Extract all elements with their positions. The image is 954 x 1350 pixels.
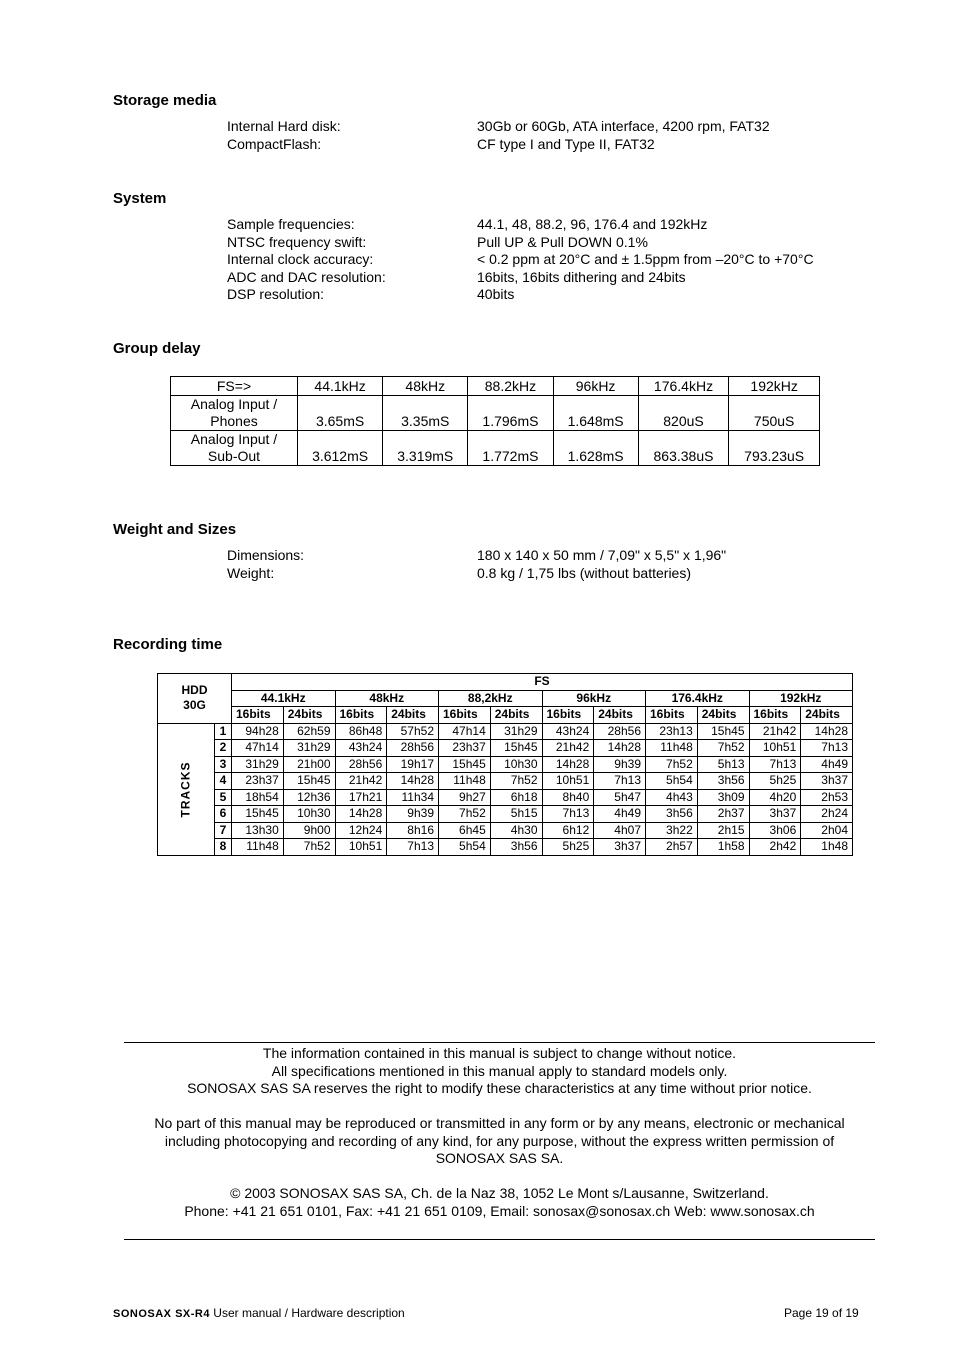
table-cell: 7h13	[749, 756, 801, 773]
table-row	[158, 822, 853, 839]
fs-header: FS	[232, 674, 853, 691]
header-cell: FS=>	[171, 377, 298, 396]
group-delay-table	[170, 376, 820, 466]
spec-label: CompactFlash:	[227, 135, 322, 152]
table-cell: 5h47	[594, 789, 646, 806]
system-heading: System	[113, 190, 167, 207]
divider	[124, 1239, 875, 1240]
table-cell: 7h13	[542, 806, 594, 823]
track-number: 1	[215, 723, 232, 740]
table-cell: 14h28	[801, 723, 853, 740]
weight-specs	[227, 547, 867, 582]
freq-header: 88,2kHz	[439, 690, 543, 707]
table-cell: 7h13	[594, 773, 646, 790]
table-cell: 6h45	[439, 822, 491, 839]
table-cell: 2h24	[801, 806, 853, 823]
table-cell: 5h15	[490, 806, 542, 823]
table-cell: 3h37	[749, 806, 801, 823]
table-cell: 28h56	[594, 723, 646, 740]
spec-label: DSP resolution:	[227, 286, 325, 302]
row-label-line: Analog Input /	[190, 396, 278, 412]
table-cell: 7h13	[801, 740, 853, 757]
table-cell: 10h51	[542, 773, 594, 790]
spec-label: ADC and DAC resolution:	[227, 268, 386, 285]
table-cell: 4h43	[646, 789, 698, 806]
table-row	[158, 723, 853, 740]
notice-line: The information contained in this manual is subject to change without notice.	[262, 1045, 737, 1061]
notice-line: SONOSAX SAS SA.	[435, 1150, 564, 1166]
table-cell: 11h48	[439, 773, 491, 790]
table-cell: 10h30	[490, 756, 542, 773]
table-row	[171, 431, 820, 466]
table-cell: 15h45	[490, 740, 542, 757]
freq-header: 96kHz	[542, 690, 646, 707]
table-cell: 11h34	[387, 789, 439, 806]
table-cell: 750uS	[729, 396, 820, 431]
doc-title: User manual / Hardware description	[209, 1306, 405, 1320]
table-cell: 7h52	[490, 773, 542, 790]
table-cell: 3.35mS	[383, 396, 468, 431]
table-cell: 863.38uS	[638, 431, 729, 466]
table-cell: 12h24	[335, 822, 387, 839]
table-cell: 23h13	[646, 723, 698, 740]
header-cell: 96kHz	[553, 377, 638, 396]
table-cell: 15h45	[283, 773, 335, 790]
tracks-label-cell	[158, 723, 215, 855]
table-header-row	[158, 690, 853, 707]
table-cell: 5h54	[646, 773, 698, 790]
table-cell: 9h27	[439, 789, 491, 806]
track-number: 5	[215, 789, 232, 806]
track-number: 3	[215, 756, 232, 773]
table-cell: 3h56	[646, 806, 698, 823]
table-cell: 21h42	[335, 773, 387, 790]
table-cell: 3.65mS	[298, 396, 383, 431]
spec-value: 16bits, 16bits dithering and 24bits	[477, 268, 686, 285]
table-cell: 3h56	[697, 773, 749, 790]
table-cell: 5h13	[697, 756, 749, 773]
table-cell: 57h52	[387, 723, 439, 740]
table-header-row	[171, 377, 820, 396]
table-cell: 2h57	[646, 839, 698, 856]
table-header-row	[158, 707, 853, 724]
spec-row	[227, 118, 867, 136]
table-cell: 3.612mS	[298, 431, 383, 466]
header-cell: 48kHz	[383, 377, 468, 396]
table-cell: 10h51	[335, 839, 387, 856]
table-cell: 17h21	[335, 789, 387, 806]
table-cell: 6h12	[542, 822, 594, 839]
table-cell: 8h40	[542, 789, 594, 806]
table-cell: 3.319mS	[383, 431, 468, 466]
table-row	[158, 740, 853, 757]
row-label-line: Phones	[210, 413, 258, 429]
spec-label: Internal clock accuracy:	[227, 251, 374, 267]
track-number: 7	[215, 822, 232, 839]
table-cell: 19h17	[387, 756, 439, 773]
bits-header: 16bits	[749, 707, 801, 724]
table-cell: 11h48	[232, 839, 284, 856]
table-row	[158, 839, 853, 856]
notice-line: including photocopying and recording of any kind, for any purpose, without the express written permission of	[164, 1132, 835, 1149]
table-row	[158, 773, 853, 790]
table-cell: 2h53	[801, 789, 853, 806]
divider	[124, 1042, 875, 1043]
table-cell: 62h59	[283, 723, 335, 740]
row-label-line: Sub-Out	[207, 448, 261, 464]
header-cell: 44.1kHz	[298, 377, 383, 396]
table-cell: 14h28	[387, 773, 439, 790]
table-cell: 5h25	[749, 773, 801, 790]
table-cell: 28h56	[335, 756, 387, 773]
row-label-line: Analog Input /	[190, 431, 278, 447]
system-specs	[227, 216, 867, 304]
table-cell: 9h00	[283, 822, 335, 839]
spec-value: 44.1, 48, 88.2, 96, 176.4 and 192kHz	[477, 216, 708, 232]
freq-header: 48kHz	[335, 690, 439, 707]
table-cell: 12h36	[283, 789, 335, 806]
row-label	[171, 431, 298, 466]
table-cell: 3h06	[749, 822, 801, 839]
table-cell: 86h48	[335, 723, 387, 740]
table-cell: 14h28	[335, 806, 387, 823]
track-number: 8	[215, 839, 232, 856]
table-cell: 47h14	[439, 723, 491, 740]
spec-label: Sample frequencies:	[227, 216, 355, 232]
table-cell: 7h52	[697, 740, 749, 757]
notice-line: SONOSAX SAS SA reserves the right to modify these characteristics at any time without prior notice.	[187, 1080, 812, 1096]
table-cell: 4h07	[594, 822, 646, 839]
recording-time-table	[157, 673, 853, 856]
table-cell: 820uS	[638, 396, 729, 431]
table-cell: 4h49	[801, 756, 853, 773]
freq-header: 176.4kHz	[646, 690, 750, 707]
table-row	[158, 806, 853, 823]
table-cell: 28h56	[387, 740, 439, 757]
bits-header: 16bits	[335, 707, 387, 724]
notice-block	[124, 1045, 875, 1220]
spec-value: 40bits	[477, 286, 515, 302]
notice-line: © 2003 SONOSAX SAS SA, Ch. de la Naz 38, 1052 Le Mont s/Lausanne, Switzerland.	[230, 1185, 769, 1201]
table-cell: 4h20	[749, 789, 801, 806]
track-number: 6	[215, 806, 232, 823]
table-cell: 4h30	[490, 822, 542, 839]
group-delay-heading: Group delay	[113, 340, 201, 357]
table-row	[171, 396, 820, 431]
spec-value: 30Gb or 60Gb, ATA interface, 4200 rpm, FAT32	[477, 118, 770, 134]
table-cell: 23h37	[232, 773, 284, 790]
brand-logo: SONOSAX SX-R4	[113, 1308, 210, 1320]
spec-value: 180 x 140 x 50 mm / 7,09" x 5,5" x 1,96"	[477, 547, 727, 563]
table-cell: 1h58	[697, 839, 749, 856]
corner-line: HDD	[181, 683, 208, 698]
row-label	[171, 396, 298, 431]
table-cell: 3h56	[490, 839, 542, 856]
table-cell: 5h54	[439, 839, 491, 856]
table-cell: 23h37	[439, 740, 491, 757]
track-number: 4	[215, 773, 232, 790]
spec-row	[227, 286, 867, 304]
table-cell: 6h18	[490, 789, 542, 806]
freq-header: 192kHz	[749, 690, 853, 707]
table-cell: 7h52	[439, 806, 491, 823]
table-cell: 21h00	[283, 756, 335, 773]
table-cell: 1.648mS	[553, 396, 638, 431]
table-cell: 7h52	[646, 756, 698, 773]
spec-label: Internal Hard disk:	[227, 118, 341, 134]
table-row	[158, 756, 853, 773]
table-cell: 9h39	[594, 756, 646, 773]
bits-header: 24bits	[801, 707, 853, 724]
spec-row	[227, 547, 867, 565]
table-cell: 7h13	[387, 839, 439, 856]
table-cell: 31h29	[232, 756, 284, 773]
recording-heading: Recording time	[113, 636, 223, 653]
table-cell: 2h42	[749, 839, 801, 856]
storage-specs	[227, 118, 867, 153]
table-cell: 43h24	[542, 723, 594, 740]
table-cell: 3h09	[697, 789, 749, 806]
table-cell: 13h30	[232, 822, 284, 839]
spec-row	[227, 565, 867, 583]
spec-value: Pull UP & Pull DOWN 0.1%	[477, 233, 648, 250]
table-cell: 15h45	[232, 806, 284, 823]
table-cell: 4h49	[594, 806, 646, 823]
notice-line: Phone: +41 21 651 0101, Fax: +41 21 651 0109, Email: sonosax@sonosax.ch Web: www.sonosax.ch	[184, 1202, 815, 1219]
table-cell: 2h04	[801, 822, 853, 839]
bits-header: 16bits	[542, 707, 594, 724]
bits-header: 24bits	[387, 707, 439, 724]
table-row	[158, 789, 853, 806]
table-cell: 47h14	[232, 740, 284, 757]
spec-value: < 0.2 ppm at 20°C and ± 1.5ppm from –20°C to +70°C	[477, 251, 814, 267]
table-cell: 3h37	[594, 839, 646, 856]
track-number: 2	[215, 740, 232, 757]
notice-line: No part of this manual may be reproduced or transmitted in any form or by any means, electronic or mechanical	[154, 1115, 845, 1131]
page-footer-title	[113, 1306, 405, 1320]
bits-header: 24bits	[697, 707, 749, 724]
table-cell: 21h42	[749, 723, 801, 740]
freq-header: 44.1kHz	[232, 690, 336, 707]
table-cell: 10h51	[749, 740, 801, 757]
table-cell: 43h24	[335, 740, 387, 757]
spec-label: NTSC frequency swift:	[227, 233, 367, 250]
spec-label: Dimensions:	[227, 547, 305, 563]
weight-heading: Weight and Sizes	[113, 521, 237, 538]
spec-row	[227, 136, 867, 154]
table-cell: 31h29	[283, 740, 335, 757]
table-cell: 2h37	[697, 806, 749, 823]
table-cell: 3h37	[801, 773, 853, 790]
table-cell: 8h16	[387, 822, 439, 839]
table-cell: 9h39	[387, 806, 439, 823]
table-cell: 10h30	[283, 806, 335, 823]
bits-header: 24bits	[283, 707, 335, 724]
table-cell: 31h29	[490, 723, 542, 740]
table-cell: 94h28	[232, 723, 284, 740]
spec-row	[227, 216, 867, 234]
storage-heading: Storage media	[113, 92, 217, 109]
table-cell: 14h28	[594, 740, 646, 757]
spec-value: 0.8 kg / 1,75 lbs (without batteries)	[477, 564, 691, 581]
page-number: Page 19 of 19	[784, 1306, 859, 1320]
bits-header: 24bits	[490, 707, 542, 724]
tracks-label: TRACKS	[178, 761, 193, 817]
table-cell: 15h45	[697, 723, 749, 740]
table-cell: 7h52	[283, 839, 335, 856]
table-cell: 1.772mS	[468, 431, 553, 466]
spec-value: CF type I and Type II, FAT32	[477, 135, 655, 152]
table-cell: 11h48	[646, 740, 698, 757]
table-cell: 3h22	[646, 822, 698, 839]
table-cell: 14h28	[542, 756, 594, 773]
header-cell: 176.4kHz	[638, 377, 729, 396]
notice-line: All specifications mentioned in this manual apply to standard models only.	[271, 1062, 728, 1079]
bits-header: 16bits	[439, 707, 491, 724]
table-cell: 793.23uS	[729, 431, 820, 466]
spec-row	[227, 234, 867, 252]
corner-line: 30G	[183, 698, 206, 713]
table-cell: 1.796mS	[468, 396, 553, 431]
table-cell: 21h42	[542, 740, 594, 757]
bits-header: 24bits	[594, 707, 646, 724]
header-cell: 88.2kHz	[468, 377, 553, 396]
corner-cell	[158, 674, 232, 724]
table-header-row	[158, 674, 853, 691]
spec-row	[227, 251, 867, 269]
bits-header: 16bits	[646, 707, 698, 724]
table-cell: 1.628mS	[553, 431, 638, 466]
table-cell: 18h54	[232, 789, 284, 806]
table-cell: 2h15	[697, 822, 749, 839]
table-cell: 15h45	[439, 756, 491, 773]
header-cell: 192kHz	[729, 377, 820, 396]
spec-row	[227, 269, 867, 287]
table-cell: 5h25	[542, 839, 594, 856]
bits-header: 16bits	[232, 707, 284, 724]
spec-label: Weight:	[227, 564, 275, 581]
table-cell: 1h48	[801, 839, 853, 856]
